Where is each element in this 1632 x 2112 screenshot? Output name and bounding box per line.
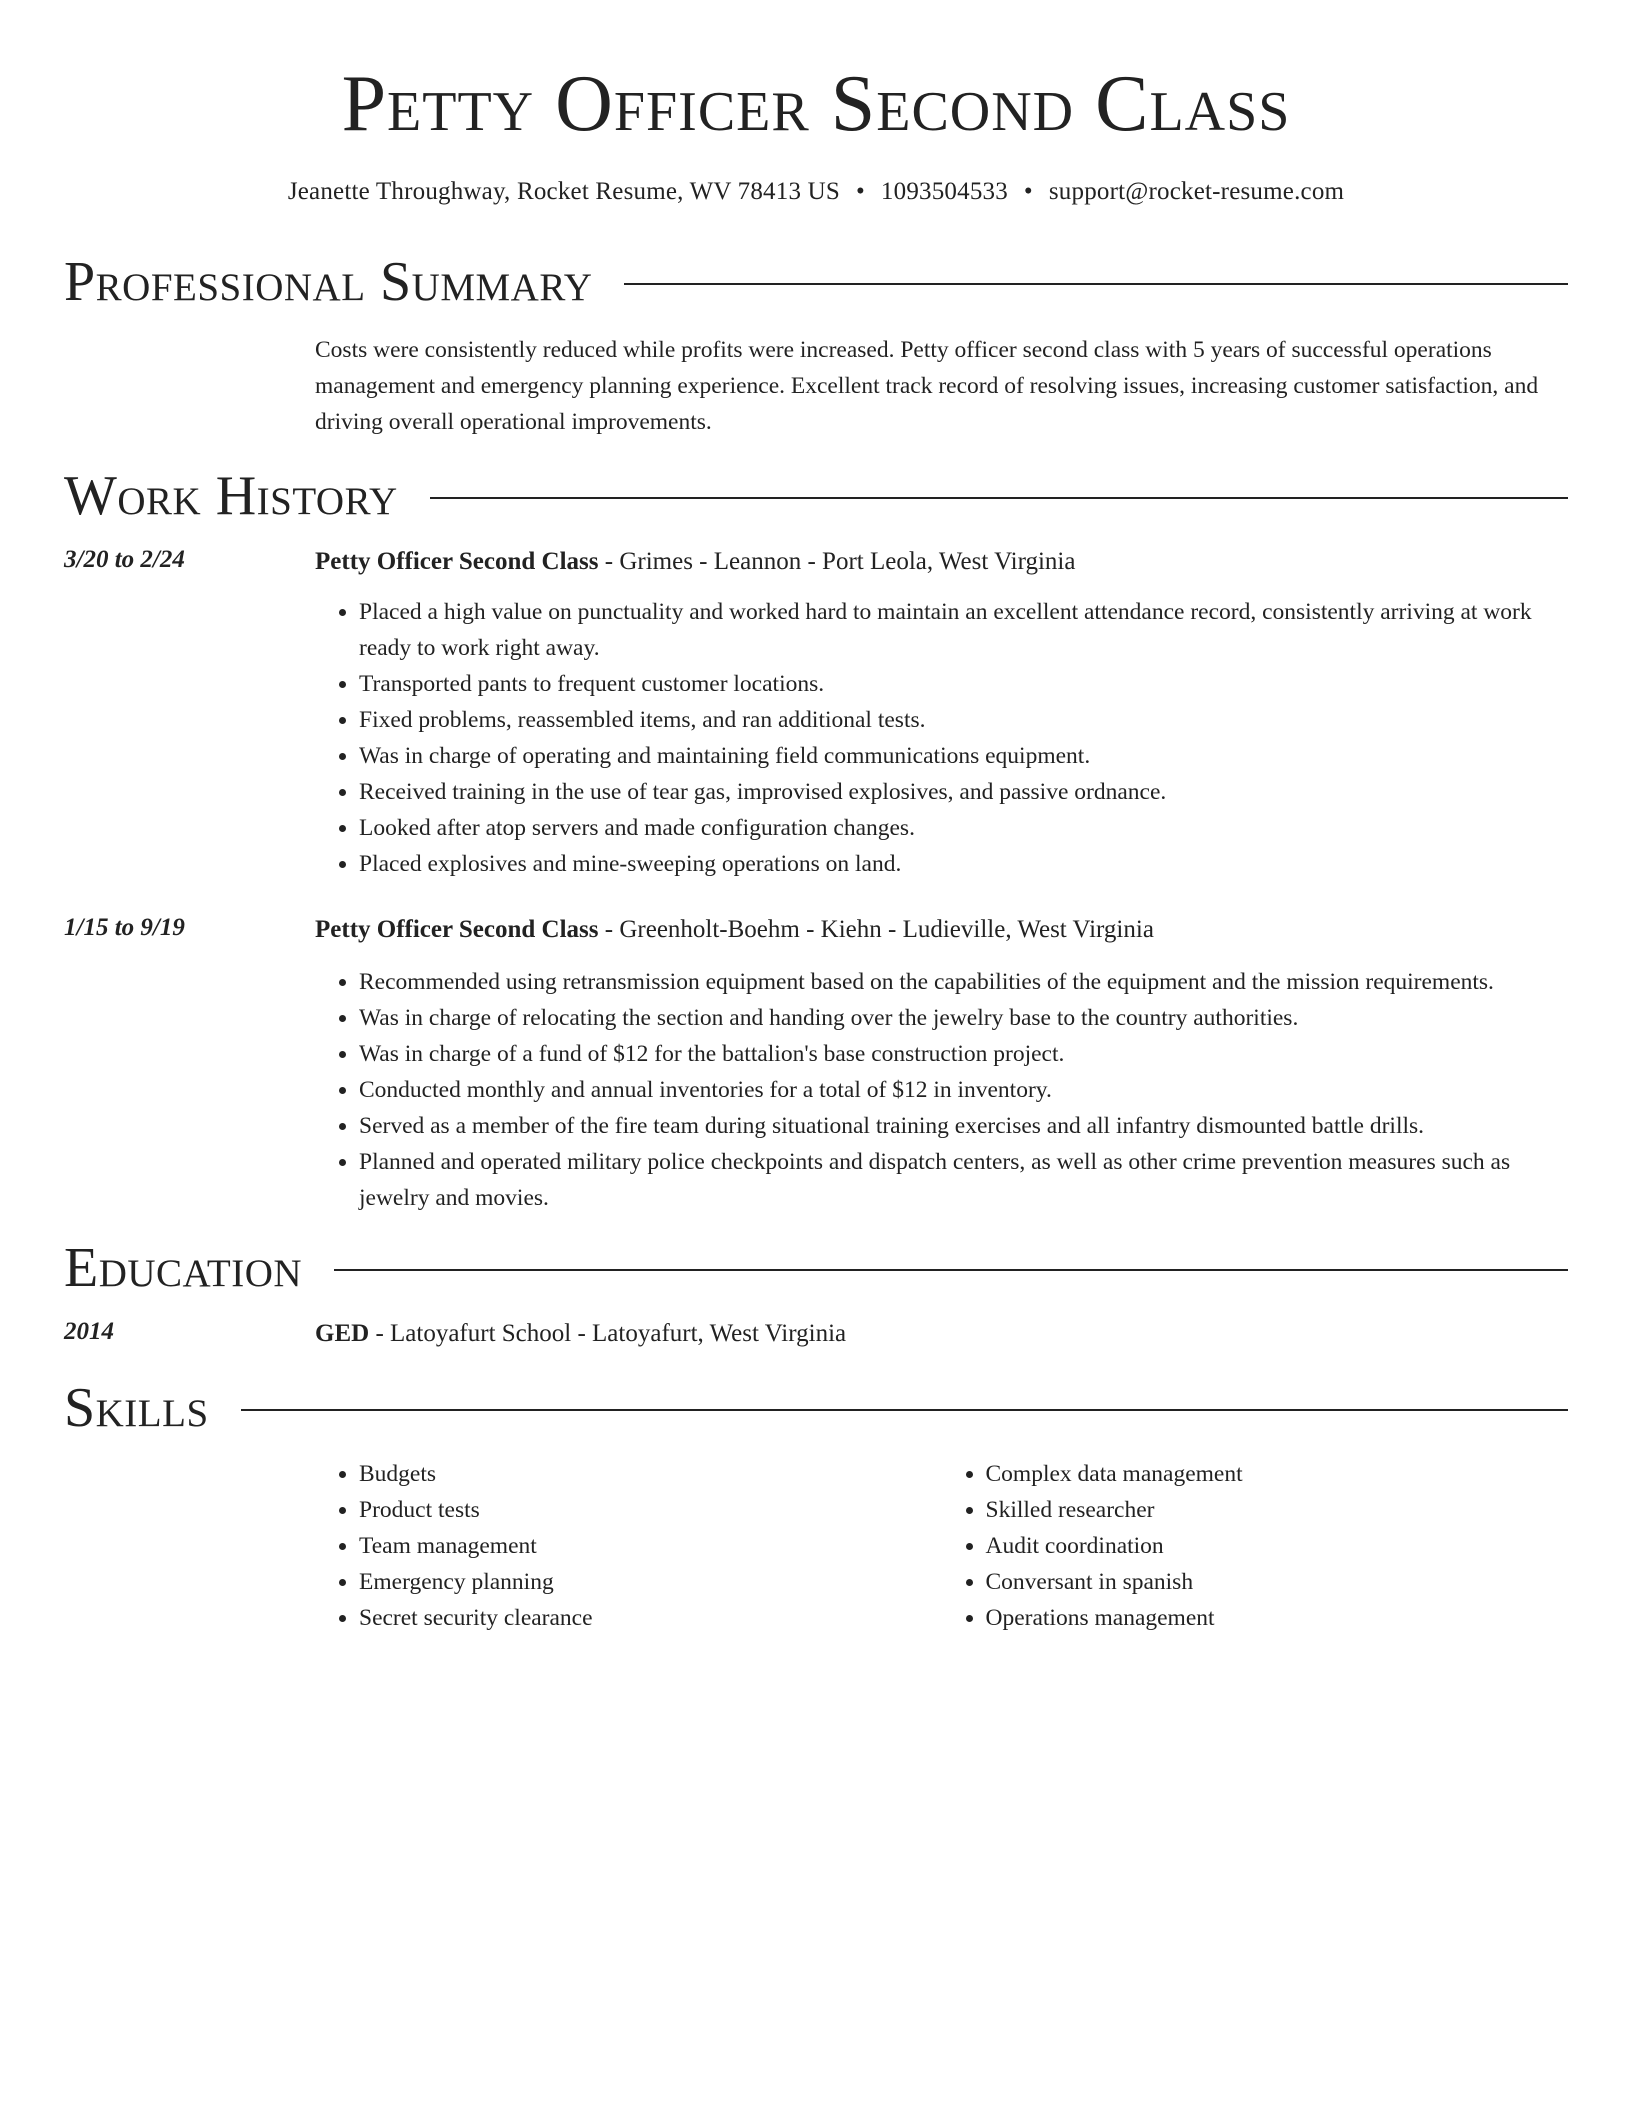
contact-separator: • — [1023, 178, 1033, 205]
job-employer: - Greenholt-Boehm - Kiehn - Ludieville, West Virginia — [598, 916, 1154, 943]
skill-item: • Audit coordination — [986, 1528, 1569, 1564]
skills-row — [64, 1456, 1568, 1636]
section-divider — [334, 1269, 1568, 1271]
skill-item: • Skilled researcher — [986, 1492, 1569, 1528]
list-item: • Fixed problems, reassembled items, and ran additional tests. — [359, 702, 1568, 738]
contact-email: support@rocket-resume.com — [1048, 178, 1345, 205]
list-item: • Placed explosives and mine-sweeping operations on land. — [359, 846, 1568, 882]
job-bullets — [315, 964, 1568, 1216]
list-item: • Was in charge of a fund of $12 for the battalion's base construction project. — [359, 1036, 1568, 1072]
work-section-header — [64, 465, 1568, 527]
contact-address: Jeanette Throughway, Rocket Resume, WV 78413 US — [287, 178, 840, 205]
list-item: • Transported pants to frequent customer locations. — [359, 666, 1568, 702]
education-entry — [64, 1318, 1568, 1350]
skill-item: • Conversant in spanish — [986, 1564, 1569, 1600]
job-heading — [315, 914, 1568, 946]
list-item: • Looked after atop servers and made configuration changes. — [359, 810, 1568, 846]
list-item: • Conducted monthly and annual inventories for a total of $12 in inventory. — [359, 1072, 1568, 1108]
work-heading: Work History — [64, 465, 398, 527]
list-item: • Recommended using retransmission equipment based on the capabilities of the equipment and the mission requirements. — [359, 964, 1568, 1000]
section-divider — [430, 497, 1568, 499]
job-bullets — [315, 594, 1568, 882]
list-item: • Planned and operated military police checkpoints and dispatch centers, as well as other crime prevention measures such as jewelry and movies. — [359, 1144, 1568, 1216]
skill-item: • Budgets — [359, 1456, 942, 1492]
resume-page — [64, 0, 1568, 1636]
job-entry — [64, 546, 1568, 882]
job-dates: 1/15 to 9/19 — [64, 914, 185, 941]
skills-grid — [315, 1456, 1568, 1636]
education-section-header — [64, 1237, 1568, 1299]
skill-item: • Team management — [359, 1528, 942, 1564]
skill-item: • Operations management — [986, 1600, 1569, 1636]
contact-phone: 1093504533 — [880, 178, 1008, 205]
list-item: • Was in charge of operating and maintaining field communications equipment. — [359, 738, 1568, 774]
education-school: - Latoyafurt School - Latoyafurt, West Virginia — [369, 1320, 847, 1347]
list-item: • Received training in the use of tear gas, improvised explosives, and passive ordnance. — [359, 774, 1568, 810]
skill-item: • Emergency planning — [359, 1564, 942, 1600]
job-heading — [315, 546, 1568, 578]
resume-name: Petty Officer Second Class — [341, 60, 1291, 148]
summary-row — [64, 332, 1568, 440]
skill-item: • Product tests — [359, 1492, 942, 1528]
job-employer: - Grimes - Leannon - Port Leola, West Virginia — [598, 548, 1076, 575]
contact-separator: • — [855, 178, 865, 205]
skills-list-right — [942, 1456, 1569, 1636]
summary-heading: Professional Summary — [64, 251, 593, 313]
job-title: Petty Officer Second Class — [315, 548, 599, 575]
skills-heading: Skills — [64, 1377, 209, 1439]
section-divider — [241, 1409, 1568, 1411]
job-entry — [64, 914, 1568, 1216]
list-item: • Was in charge of relocating the section and handing over the jewelry base to the country authorities. — [359, 1000, 1568, 1036]
list-item: • Served as a member of the fire team during situational training exercises and all infantry dismounted battle drills. — [359, 1108, 1568, 1144]
job-title: Petty Officer Second Class — [315, 916, 599, 943]
section-divider — [624, 283, 1568, 285]
education-degree: GED — [315, 1320, 370, 1347]
education-heading: Education — [64, 1237, 303, 1299]
skills-list-left — [315, 1456, 942, 1636]
summary-section-header — [64, 251, 1568, 313]
contact-line — [64, 178, 1568, 206]
summary-text: Costs were consistently reduced while profits were increased. Petty officer second class with 5 years of successful operations management and emergency planning experience. Excellent track record of resolving issues, increasing customer satisfaction, and driving overall operational improvements. — [315, 337, 1539, 435]
education-year: 2014 — [64, 1318, 114, 1345]
skill-item: • Secret security clearance — [359, 1600, 942, 1636]
job-dates: 3/20 to 2/24 — [64, 546, 185, 573]
list-item: • Placed a high value on punctuality and worked hard to maintain an excellent attendance record, consistently arriving at work ready to work right away. — [359, 594, 1568, 666]
skill-item: • Complex data management — [986, 1456, 1569, 1492]
education-heading-line — [315, 1318, 1568, 1350]
skills-section-header — [64, 1377, 1568, 1439]
